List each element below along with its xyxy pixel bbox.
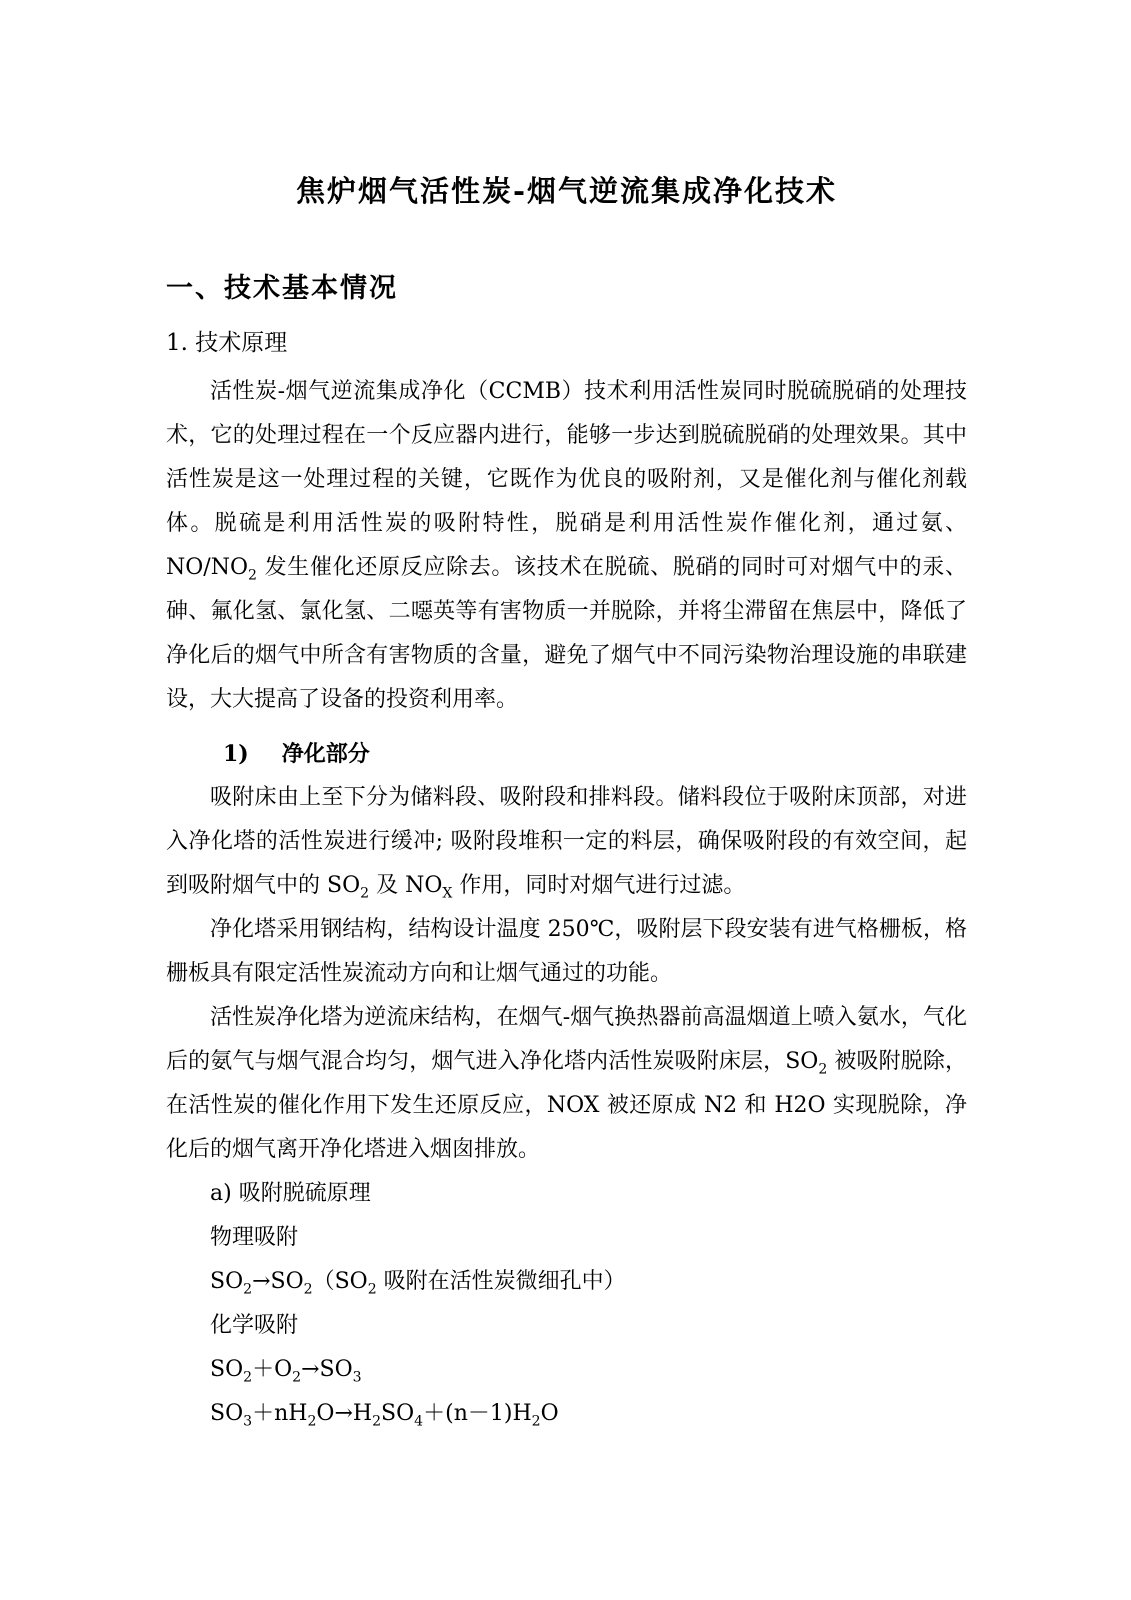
list-item-a-desulfurization-principle: a) 吸附脱硫原理: [210, 1181, 371, 1206]
paragraph-countercurrent-structure: 活性炭净化塔为逆流床结构，在烟气-烟气换热器前高温烟道上喷入氨水，气化后的氨气与烟气混合均匀，烟气进入净化塔内活性炭吸附床层，$SO_2$ 被吸附脱除，在活性炭的催化作用下发生还原反应，NOX 被还原成 N2 和 H2O 实现脱除，净化后的烟气离开净化塔进入烟囱排放。: [166, 1005, 967, 1162]
list-item-purification-heading: [166, 732, 967, 776]
formula-chemical-2: $SO_3+nH_2O\to H_2SO_4+(n-1)H_2O$: [210, 1401, 559, 1430]
list-item-label: 净化部分: [281, 741, 370, 767]
formula-chemical-1: $SO_2+O_2\to SO_3$: [210, 1357, 362, 1386]
formula-physical-adsorption: $SO_2\to SO_2(SO_2$ 吸附在活性炭微细孔中）: [210, 1269, 626, 1298]
list-item-number: 1): [223, 741, 249, 767]
line-chemical-adsorption: 化学吸附: [210, 1313, 299, 1338]
line-physical-adsorption: 物理吸附: [210, 1225, 299, 1250]
section-heading-1: 一、技术基本情况: [166, 273, 398, 304]
subsection-heading-1-1: 1. 技术原理: [166, 330, 288, 356]
document-title: 焦炉烟气活性炭-烟气逆流集成净化技术: [295, 174, 838, 208]
paragraph-purification-tower: 净化塔采用钢结构，结构设计温度 250℃，吸附层下段安装有进气格栅板，格栅板具有限定活性炭流动方向和让烟气通过的功能。: [166, 917, 967, 986]
paragraph-adsorption-bed: 吸附床由上至下分为储料段、吸附段和排料段。储料段位于吸附床顶部，对进入净化塔的活性炭进行缓冲; 吸附段堆积一定的料层，确保吸附段的有效空间，起到吸附烟气中的 $SO_2$ 及 $NO_X$ 作用，同时对烟气进行过滤。: [166, 785, 967, 902]
paragraph-technology-intro: 活性炭-烟气逆流集成净化（CCMB）技术利用活性炭同时脱硫脱硝的处理技术，它的处理过程在一个反应器内进行，能够一步达到脱硫脱硝的处理效果。其中活性炭是这一处理过程的关键，它既作为优良的吸附剂，又是催化剂与催化剂载体。脱硫是利用活性炭的吸附特性，脱硝是利用活性炭作催化剂，通过氨、$NO/NO_2$ 发生催化还原反应除去。该技术在脱硫、脱硝的同时可对烟气中的汞、砷、氟化氢、氯化氢、二噁英等有害物质一并脱除，并将尘滞留在焦层中，降低了净化后的烟气中所含有害物质的含量，避免了烟气中不同污染物治理设施的串联建设，大大提高了设备的投资利用率。: [166, 379, 967, 712]
